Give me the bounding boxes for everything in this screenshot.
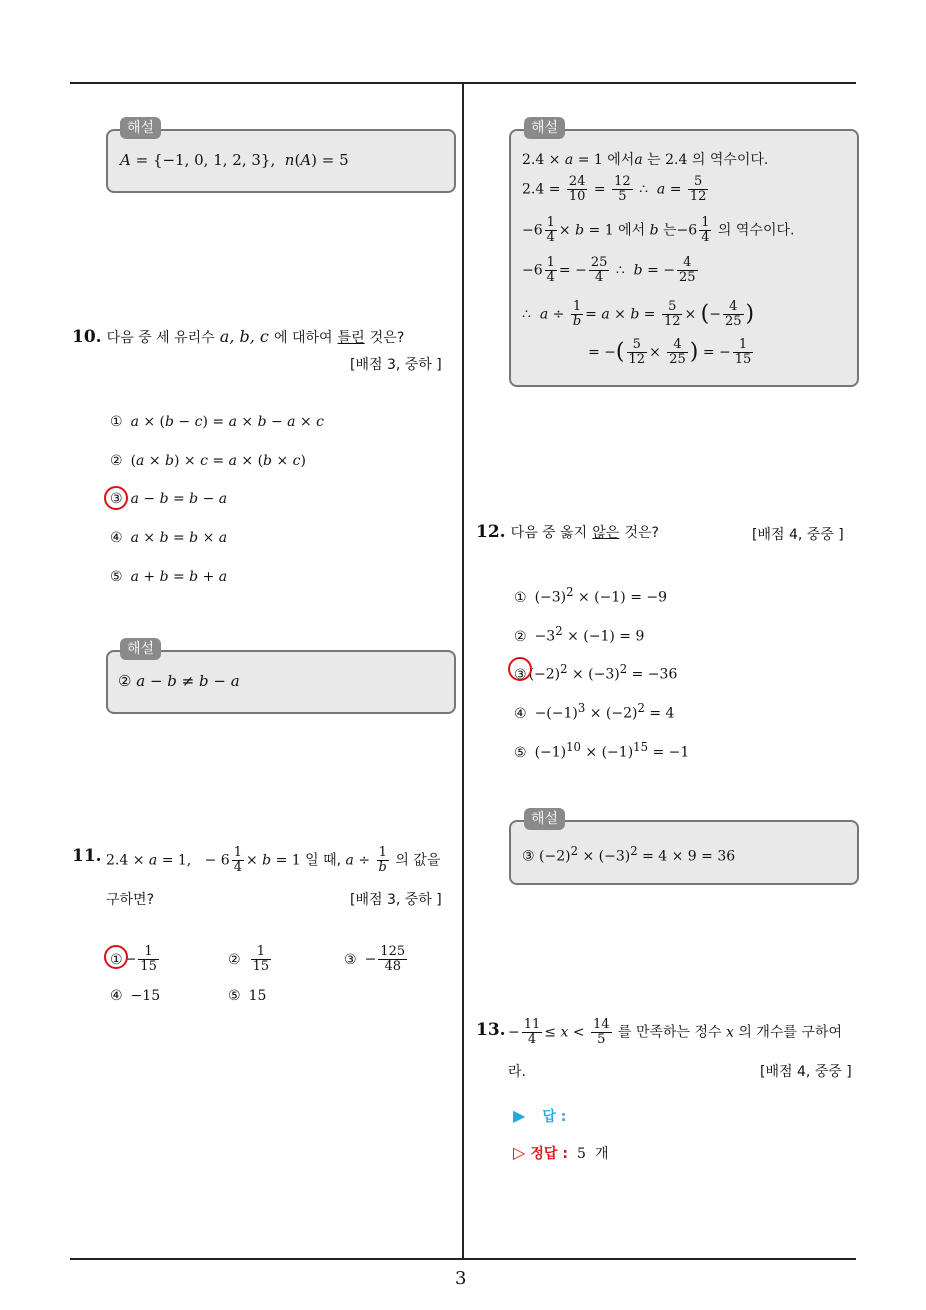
q12-answer-mark [508,657,532,681]
q10-option-4[interactable]: ④ a × b = b × a [110,530,228,546]
solution-q11-line4: −6 $\frac{1}{4}$ = − $\frac{25}{4}$ ∴ b = − $\frac{4}{25}$ [522,255,696,285]
solution-q11-line2: 2.4 = $\frac{24}{10}$ = $\frac{12}{5}$ ∴ a = $\frac{5}{12}$ [522,174,707,204]
q10-option-1[interactable]: ① a × (b − c) = a × b − a × c [110,414,325,430]
q12-option-1[interactable]: ① $(-3)^2 \times (-1) = -9$ [514,585,668,606]
page-number: 3 [455,1268,467,1289]
solution-q11-line1: 2.4 × a = 1 에서a 는 2.4 의 역수이다. [522,152,769,168]
q11-option-3[interactable]: ③ − $\frac{125}{48}$ [344,944,406,974]
question-13-text: − $\frac{11}{4}$ ≤ x < $\frac{14}{5}$ 를 만족하는 정수 x 의 개수를 구하여 [508,1017,842,1047]
solution-q9-text: A = {−1, 0, 1, 2, 3}, n(A) = 5 [120,151,349,169]
solution-q10-text: ② a − b ≠ b − a [118,672,240,690]
q10-option-5[interactable]: ⑤ a + b = b + a [110,569,228,585]
q12-option-3[interactable]: ③ $(-2)^2 \times (-3)^2 = -36$ [514,662,678,683]
q12-option-5[interactable]: ⑤ $(-1)^{10} \times (-1)^{15} = -1$ [514,740,690,761]
correct-arrow-icon: ▷ [513,1143,526,1162]
question-10-points: [배점 3, 중하 ] [350,357,442,373]
q10-option-3[interactable]: ③ a − b = b − a [110,491,228,507]
solution-tag-q11: 해설 [524,117,565,139]
correct-value: 5 [577,1146,586,1162]
q10-answer-mark [104,486,128,510]
bottom-rule [70,1258,856,1260]
answer-row [513,1106,566,1126]
solution-tag-q12: 해설 [524,808,565,830]
q11-option-4[interactable]: ④ −15 [110,988,161,1004]
solution-tag-q9: 해설 [120,117,161,139]
question-10: 10. 다음 중 세 유리수 a, b, c 에 대하여 틀린 것은? [72,327,405,347]
column-divider [462,83,464,1259]
correct-answer-row [513,1143,609,1163]
q10-option-2[interactable]: ② (a × b) × c = a × (b × c) [110,453,306,469]
question-11-number: 11. [72,846,102,866]
correct-label: 정답 : [530,1146,568,1162]
question-11-line2: 구하면? [106,892,155,908]
q11-answer-mark [104,945,128,969]
correct-unit: 개 [595,1146,609,1162]
answer-label: 답 : [542,1109,567,1125]
question-13-line2: 라. [508,1064,526,1080]
q12-option-2[interactable]: ② $-3^2 \times (-1) = 9$ [514,624,645,645]
question-12-number: 12. [476,522,506,542]
q12-option-4[interactable]: ④ $-(-1)^3 \times (-2)^2 = 4$ [514,701,675,722]
question-13-number: 13. [476,1020,506,1040]
solution-q12-text: ③ $(-2)^2 \times (-3)^2 = 4 \times 9 = 36$ [522,844,736,865]
question-10-number: 10. [72,327,102,347]
solution-q11-line5: ∴ a ÷ $\frac{1}{b}$ = a × b = $\frac{5}{12}$ × (− $\frac{4}{25}$ ) [522,299,755,329]
question-11-points: [배점 3, 중하 ] [350,892,442,908]
answer-arrow-icon: ▶ [513,1106,526,1125]
question-13-points: [배점 4, 중중 ] [760,1064,852,1080]
q11-option-2[interactable]: ② $\frac{1}{15}$ [228,944,270,974]
solution-q11-line3: −6 $\frac{1}{4}$ × b = 1 에서 b 는−6 $\frac{1}{4}$ 의 역수이다. [522,215,795,245]
q11-option-5[interactable]: ⑤ 15 [228,988,267,1004]
solution-tag-q10: 해설 [120,638,161,660]
solution-q11-line6: = −( $\frac{5}{12}$ × $\frac{4}{25}$ ) = − $\frac{1}{15}$ [588,337,752,367]
q11-option-1[interactable]: ① − $\frac{1}{15}$ [110,944,157,974]
question-12: 12. 다음 중 옳지 않은 것은? [476,522,659,542]
question-11-text: 2.4 × a = 1, − 6 $\frac{1}{4}$ × b = 1 일 때, a ÷ $\frac{1}{b}$ 의 값을 [106,845,441,875]
question-12-points: [배점 4, 중중 ] [752,527,844,543]
